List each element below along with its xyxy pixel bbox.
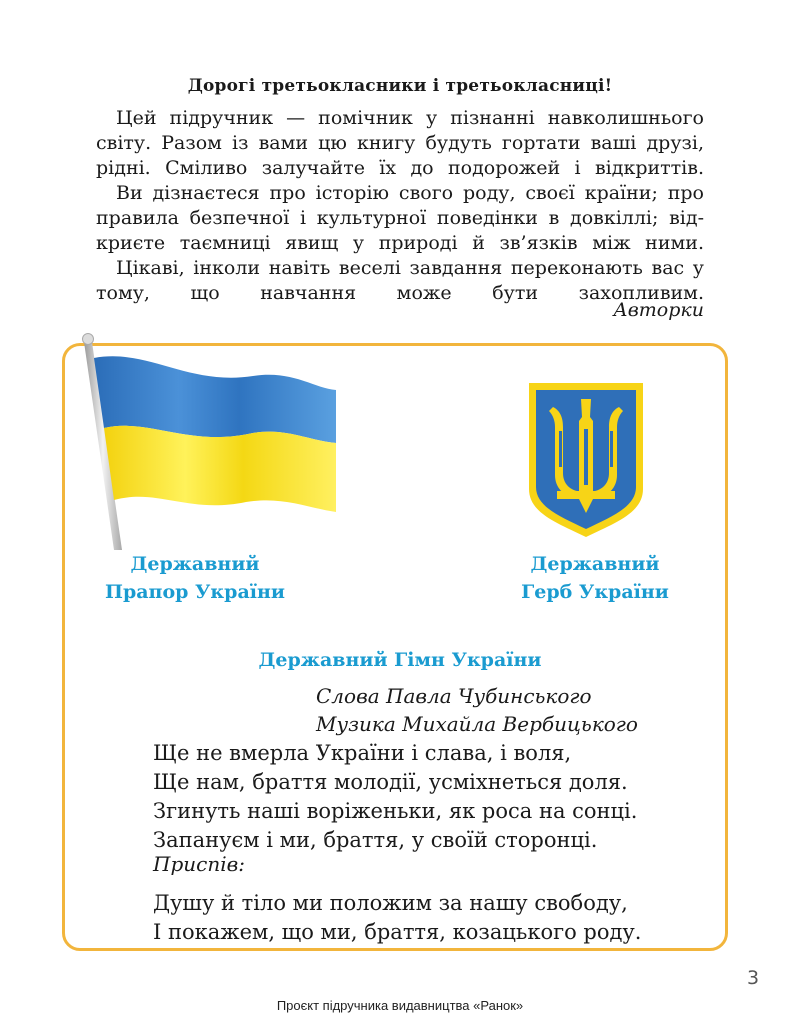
anthem-words-credit: Слова Павла Чубинського [316,684,592,708]
page-number: 3 [747,967,760,989]
intro-title: Дорогі третьокласники і третьокласниці! [187,76,613,96]
refrain-label: Приспів: [153,852,245,876]
verse-line: Ще нам, браття молодії, усміхнеться доля. [153,770,628,794]
ukraine-flag-icon [78,328,348,558]
coat-of-arms-caption [505,550,685,606]
coat-of-arms-caption-line-2: Герб України [521,581,669,603]
flag-caption-line-1: Державний [130,553,260,575]
anthem-music-credit: Музика Михайла Вербицького [316,712,638,736]
refrain-line: І покажем, що ми, браття, козацького роду. [153,920,642,944]
refrain-line: Душу й тіло ми положим за нашу свободу, [153,891,628,915]
intro-paragraph-2: Ви дізнаєтеся про історію свого роду, своєї країни; про правила безпечної і культурної поведінки в довкіллі; відкриєте таємниці явищ у природі й зв’язків між ними. [96,182,704,254]
verse-line: Ще не вмерла України і слава, і воля, [153,741,572,765]
publisher-footer: Проєкт підручника видавництва «Ранок» [276,998,524,1013]
intro-paragraph-3: Цікаві, інколи навіть веселі завдання переконають вас у тому, що навчання може бути захопливим. [96,257,704,304]
verse-line: Запануєм і ми, браття, у своїй сторонці. [153,828,598,852]
coat-of-arms-caption-line-1: Державний [530,553,660,575]
coat-of-arms-icon [527,381,645,539]
flag-caption-line-2: Прапор України [105,581,285,603]
flag-caption [100,550,290,606]
authors-signature: Авторки [613,299,704,321]
verse-line: Згинуть наші воріженьки, як роса на сонці. [153,799,638,823]
anthem-title: Державний Гімн України [258,649,542,671]
intro-paragraph-1: Цей підручник — помічник у пізнанні навколишнього світу. Разом із вами цю книгу будуть гортати ваші друзі, рідні. Сміливо залучайте їх до подорожей і відкриттів. [96,107,704,179]
